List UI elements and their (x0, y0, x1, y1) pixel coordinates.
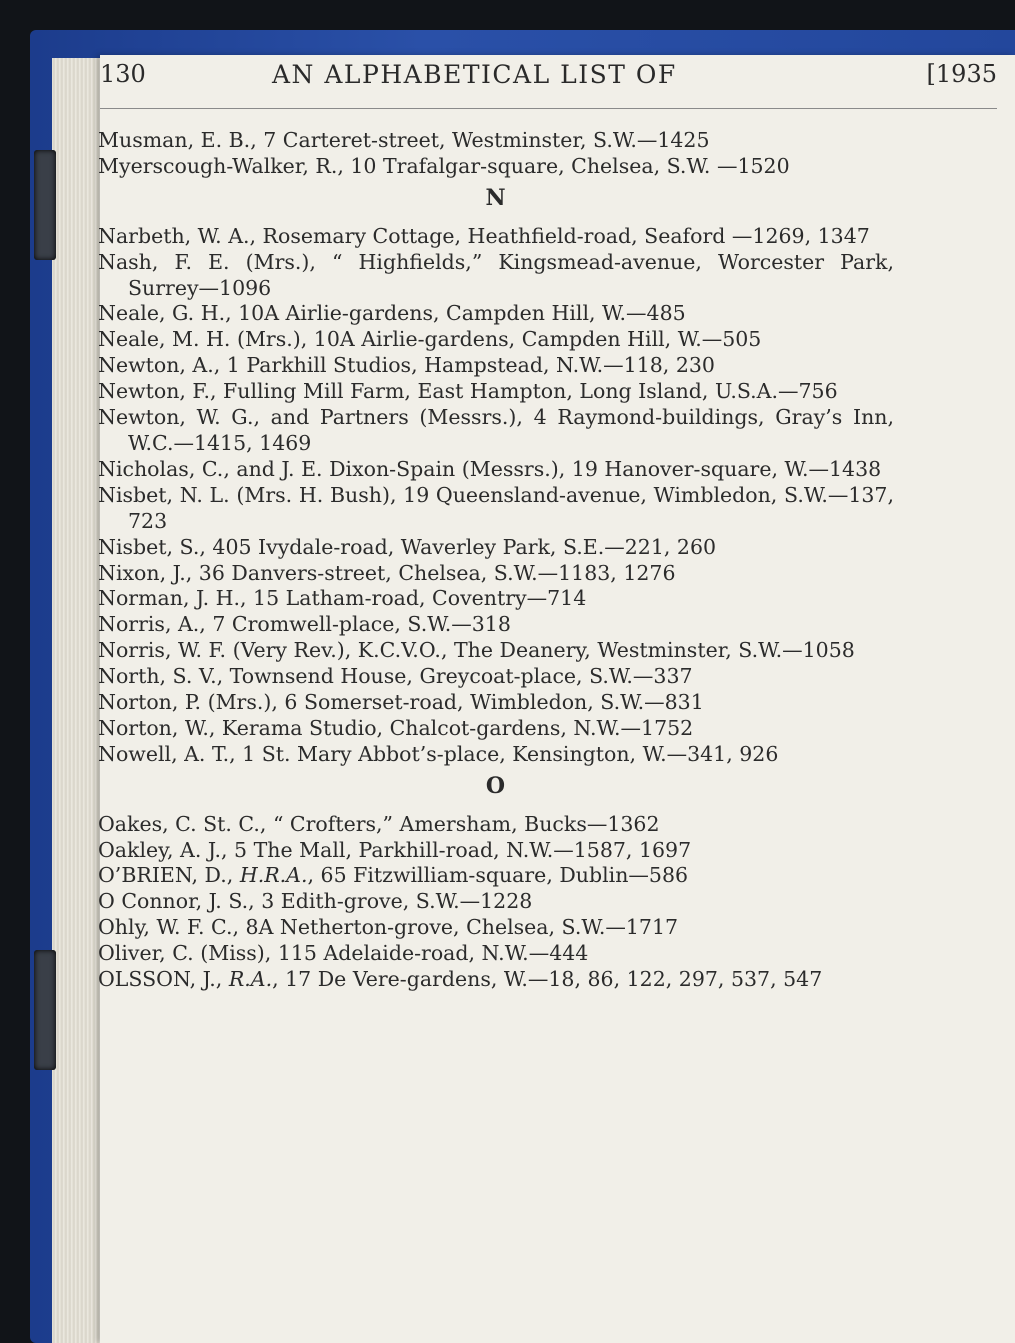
entry-list (98, 128, 894, 993)
list-entry-oconnor: O Connor, J. S., 3 Edith-grove, S.W.—1228 (98, 889, 533, 914)
list-entry-norris-w: Norris, W. F. (Very Rev.), K.C.V.O., The Deanery, Westminster, S.W.—1058 (98, 638, 855, 663)
entry-rank: R.A. (228, 967, 273, 992)
list-entry-nisbet-s: Nisbet, S., 405 Ivydale-road, Waverley Park, S.E.—221, 260 (98, 534, 717, 559)
list-entry-neale-g: Neale, G. H., 10A Airlie-gardens, Campden Hill, W.—485 (98, 301, 686, 326)
running-head (100, 60, 997, 104)
header-rule (100, 108, 997, 109)
list-entry-obrien (98, 863, 894, 889)
list-entry-norman: Norman, J. H., 15 Latham-road, Coventry—714 (98, 586, 587, 611)
section-heading-n: N (485, 184, 507, 211)
list-entry-newton-f: Newton, F., Fulling Mill Farm, East Hampton, Long Island, U.S.A.—756 (98, 379, 838, 404)
list-entry-narbeth: Narbeth, W. A., Rosemary Cottage, Heathfield-road, Seaford —1269, 1347 (98, 223, 870, 248)
page-title: AN ALPHABETICAL LIST OF (272, 60, 677, 89)
list-entry-oakley: Oakley, A. J., 5 The Mall, Parkhill-road, N.W.—1587, 1697 (98, 837, 692, 862)
list-entry-nixon: Nixon, J., 36 Danvers-street, Chelsea, S.W.—1183, 1276 (98, 560, 676, 585)
list-entry-norton-p: Norton, P. (Mrs.), 6 Somerset-road, Wimbledon, S.W.—831 (98, 690, 704, 715)
list-entry-ohly: Ohly, W. F. C., 8A Netherton-grove, Chelsea, S.W.—1717 (98, 915, 679, 940)
list-entry-oliver: Oliver, C. (Miss), 115 Adelaide-road, N.W.—444 (98, 941, 589, 966)
list-entry-norton-w: Norton, W., Kerama Studio, Chalcot-gardens, N.W.—1752 (98, 715, 694, 740)
list-entry-olsson (98, 967, 894, 993)
list-entry-norris-a: Norris, A., 7 Cromwell-place, S.W.—318 (98, 612, 511, 637)
page-year: [1935 (926, 60, 997, 88)
page-number: 130 (100, 60, 146, 88)
list-entry-nisbet-n: Nisbet, N. L. (Mrs. H. Bush), 19 Queensland-avenue, Wimbledon, S.W.—137, 723 (98, 482, 894, 533)
entry-address: , 65 Fitzwilliam-square, Dublin—586 (307, 863, 689, 888)
list-entry-oakes: Oakes, C. St. C., “ Crofters,” Amersham, Bucks—1362 (98, 811, 660, 836)
list-entry-musman: Musman, E. B., 7 Carteret-street, Westminster, S.W.—1425 (98, 128, 710, 152)
list-entry-nowell: Nowell, A. T., 1 St. Mary Abbot’s-place, Kensington, W.—341, 926 (98, 741, 779, 766)
entry-address: , 17 De Vere-gardens, W.—18, 86, 122, 297, 537, 547 (272, 967, 823, 992)
list-entry-north: North, S. V., Townsend House, Greycoat-place, S.W.—337 (98, 664, 693, 689)
list-entry-newton-a: Newton, A., 1 Parkhill Studios, Hampstead, N.W.—118, 230 (98, 353, 715, 378)
list-entry-nash: Nash, F. E. (Mrs.), “ Highfields,” Kingsmead-avenue, Worcester Park, Surrey—1096 (98, 249, 894, 300)
entry-name: O’BRIEN, D., (98, 863, 234, 888)
entry-name: OLSSON, J., (98, 967, 223, 992)
list-entry-nicholas: Nicholas, C., and J. E. Dixon-Spain (Messrs.), 19 Hanover-square, W.—1438 (98, 456, 882, 481)
section-heading-o: O (485, 772, 507, 799)
list-entry-neale-m: Neale, M. H. (Mrs.), 10A Airlie-gardens, Campden Hill, W.—505 (98, 327, 762, 352)
binding-clasp-top (34, 150, 56, 260)
entry-rank: H.R.A. (239, 863, 308, 888)
list-entry-newton-w: Newton, W. G., and Partners (Messrs.), 4 Raymond-buildings, Gray’s Inn, W.C.—1415, 1469 (98, 405, 894, 455)
list-entry-myerscough: Myerscough-Walker, R., 10 Trafalgar-square, Chelsea, S.W. —1520 (98, 153, 790, 178)
binding-clasp-bottom (34, 950, 56, 1070)
